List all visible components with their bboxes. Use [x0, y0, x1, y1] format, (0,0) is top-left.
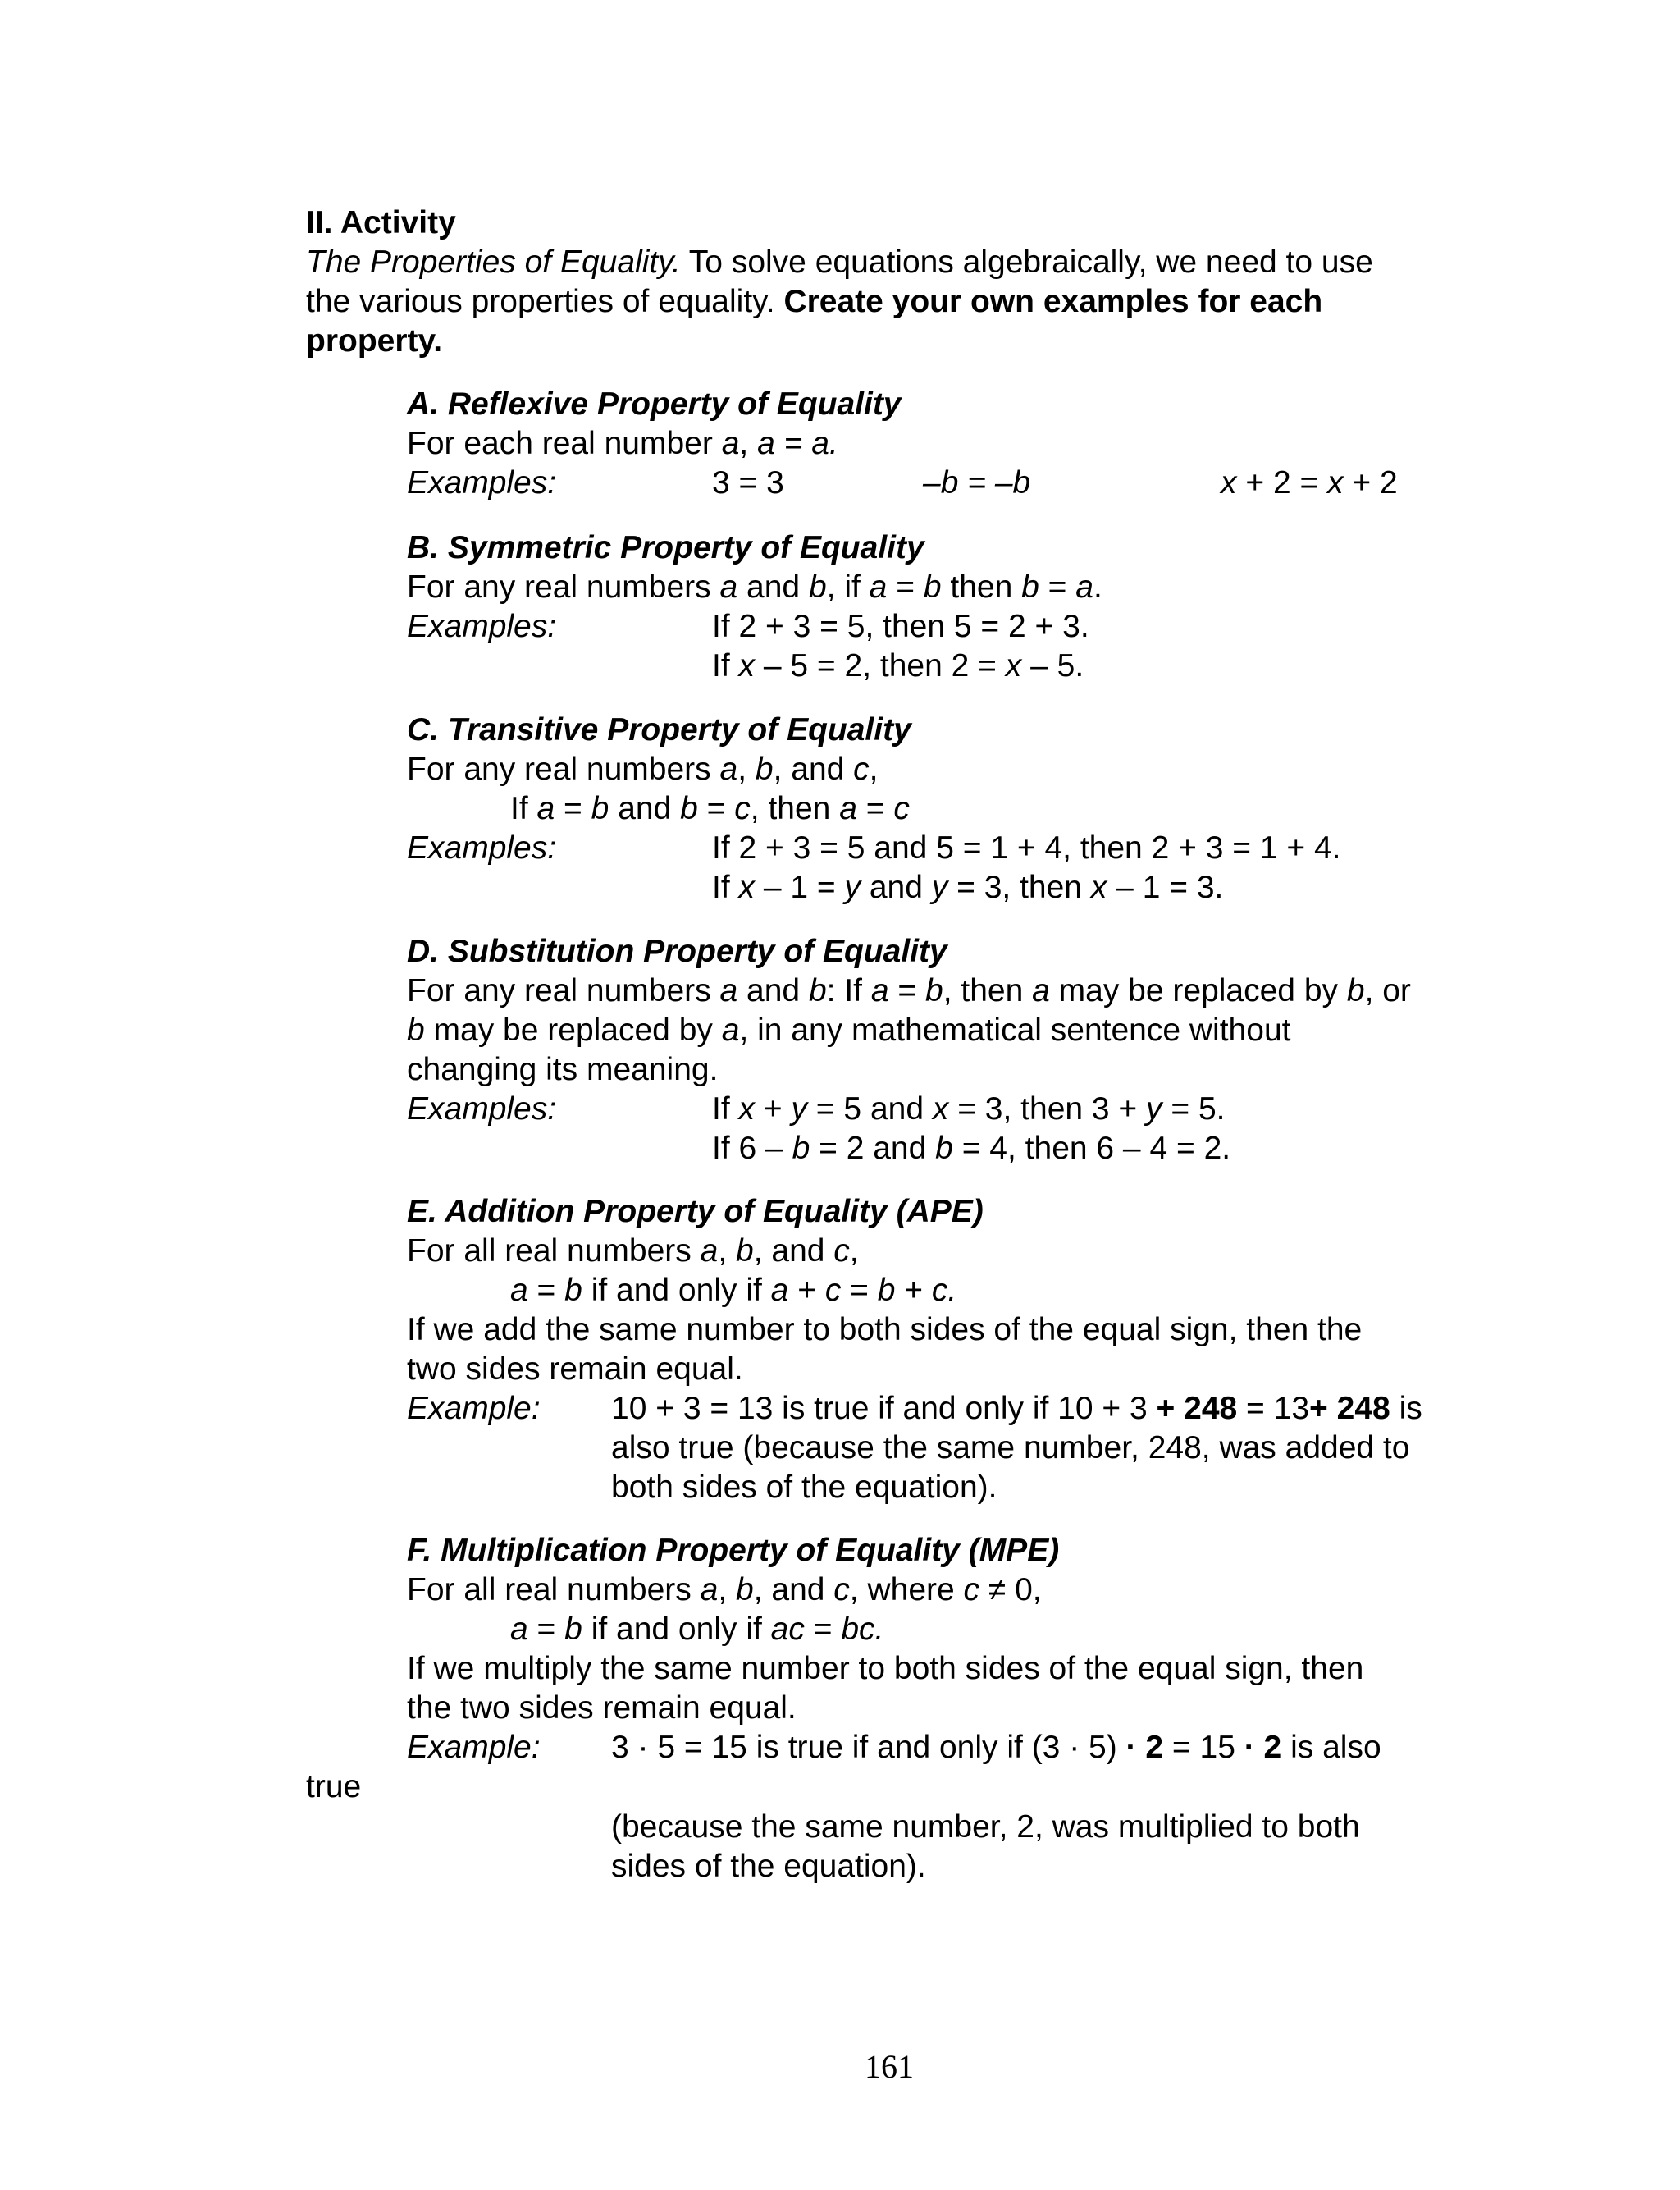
- property-a-example-1: 3 = 3: [712, 465, 784, 501]
- property-d-definition-2: b may be replaced by a, in any mathematical sentence without: [407, 1013, 1291, 1048]
- property-f-note-2: the two sides remain equal.: [407, 1690, 797, 1726]
- property-c-definition-2: If a = b and b = c, then a = c: [510, 791, 910, 826]
- property-f-note-1: If we multiply the same number to both sides of the equal sign, then: [407, 1651, 1364, 1686]
- property-e-example-3: both sides of the equation).: [611, 1470, 998, 1505]
- intro-line-3: property.: [306, 323, 443, 359]
- property-a-title: A. Reflexive Property of Equality: [407, 386, 902, 422]
- property-e-title: E. Addition Property of Equality (APE): [407, 1194, 984, 1229]
- property-e-example-1: 10 + 3 = 13 is true if and only if 10 + 3 + 248 = 13+ 248 is: [611, 1391, 1422, 1426]
- property-c-title: C. Transitive Property of Equality: [407, 712, 911, 748]
- property-d-definition-1: For any real numbers a and b: If a = b, then a may be replaced by b, or: [407, 973, 1411, 1008]
- property-f-example-label: Example:: [407, 1730, 541, 1765]
- property-e-example-2: also true (because the same number, 248, was added to: [611, 1430, 1410, 1465]
- property-b-title: B. Symmetric Property of Equality: [407, 530, 924, 565]
- property-b-examples-label: Examples:: [407, 609, 557, 644]
- property-c-example-2: If x – 1 = y and y = 3, then x – 1 = 3.: [712, 870, 1224, 905]
- property-a-example-2: –b = –b: [923, 465, 1031, 501]
- property-a-examples-label: Examples:: [407, 465, 557, 501]
- property-e-note-2: two sides remain equal.: [407, 1351, 743, 1387]
- property-f-definition-1: For all real numbers a, b, and c, where c ≠ 0,: [407, 1572, 1042, 1607]
- section-title: II. Activity: [306, 205, 456, 240]
- property-f-stray-word: true: [306, 1769, 362, 1804]
- property-e-example-label: Example:: [407, 1391, 541, 1426]
- property-b-example-2: If x – 5 = 2, then 2 = x – 5.: [712, 648, 1084, 684]
- intro-line-1: The Properties of Equality. To solve equations algebraically, we need to use: [306, 245, 1373, 280]
- property-f-definition-2: a = b if and only if ac = bc.: [510, 1612, 884, 1647]
- property-e-note-1: If we add the same number to both sides of the equal sign, then the: [407, 1312, 1363, 1347]
- property-d-definition-3: changing its meaning.: [407, 1052, 719, 1087]
- property-e-definition-2: a = b if and only if a + c = b + c.: [510, 1273, 957, 1308]
- property-b-definition: For any real numbers a and b, if a = b then b = a.: [407, 569, 1102, 605]
- intro-line-2: the various properties of equality. Create your own examples for each: [306, 284, 1323, 319]
- property-f-example-2: (because the same number, 2, was multiplied to both: [611, 1809, 1360, 1845]
- property-f-title: F. Multiplication Property of Equality (MPE): [407, 1533, 1060, 1568]
- property-d-title: D. Substitution Property of Equality: [407, 934, 947, 969]
- property-f-example-1: 3 · 5 = 15 is true if and only if (3 · 5) · 2 = 15 · 2 is also: [611, 1730, 1381, 1765]
- property-d-example-2: If 6 – b = 2 and b = 4, then 6 – 4 = 2.: [712, 1131, 1231, 1166]
- property-b-example-1: If 2 + 3 = 5, then 5 = 2 + 3.: [712, 609, 1089, 644]
- property-f-example-3: sides of the equation).: [611, 1849, 926, 1884]
- property-c-example-1: If 2 + 3 = 5 and 5 = 1 + 4, then 2 + 3 = 1 + 4.: [712, 830, 1341, 866]
- property-a-definition: For each real number a, a = a.: [407, 426, 838, 461]
- page-number: 161: [865, 2048, 914, 2085]
- property-d-example-1: If x + y = 5 and x = 3, then 3 + y = 5.: [712, 1091, 1226, 1127]
- property-d-examples-label: Examples:: [407, 1091, 557, 1127]
- property-a-example-3: x + 2 = x + 2: [1221, 465, 1398, 501]
- property-e-definition-1: For all real numbers a, b, and c,: [407, 1233, 859, 1269]
- property-c-examples-label: Examples:: [407, 830, 557, 866]
- property-c-definition-1: For any real numbers a, b, and c,: [407, 752, 879, 787]
